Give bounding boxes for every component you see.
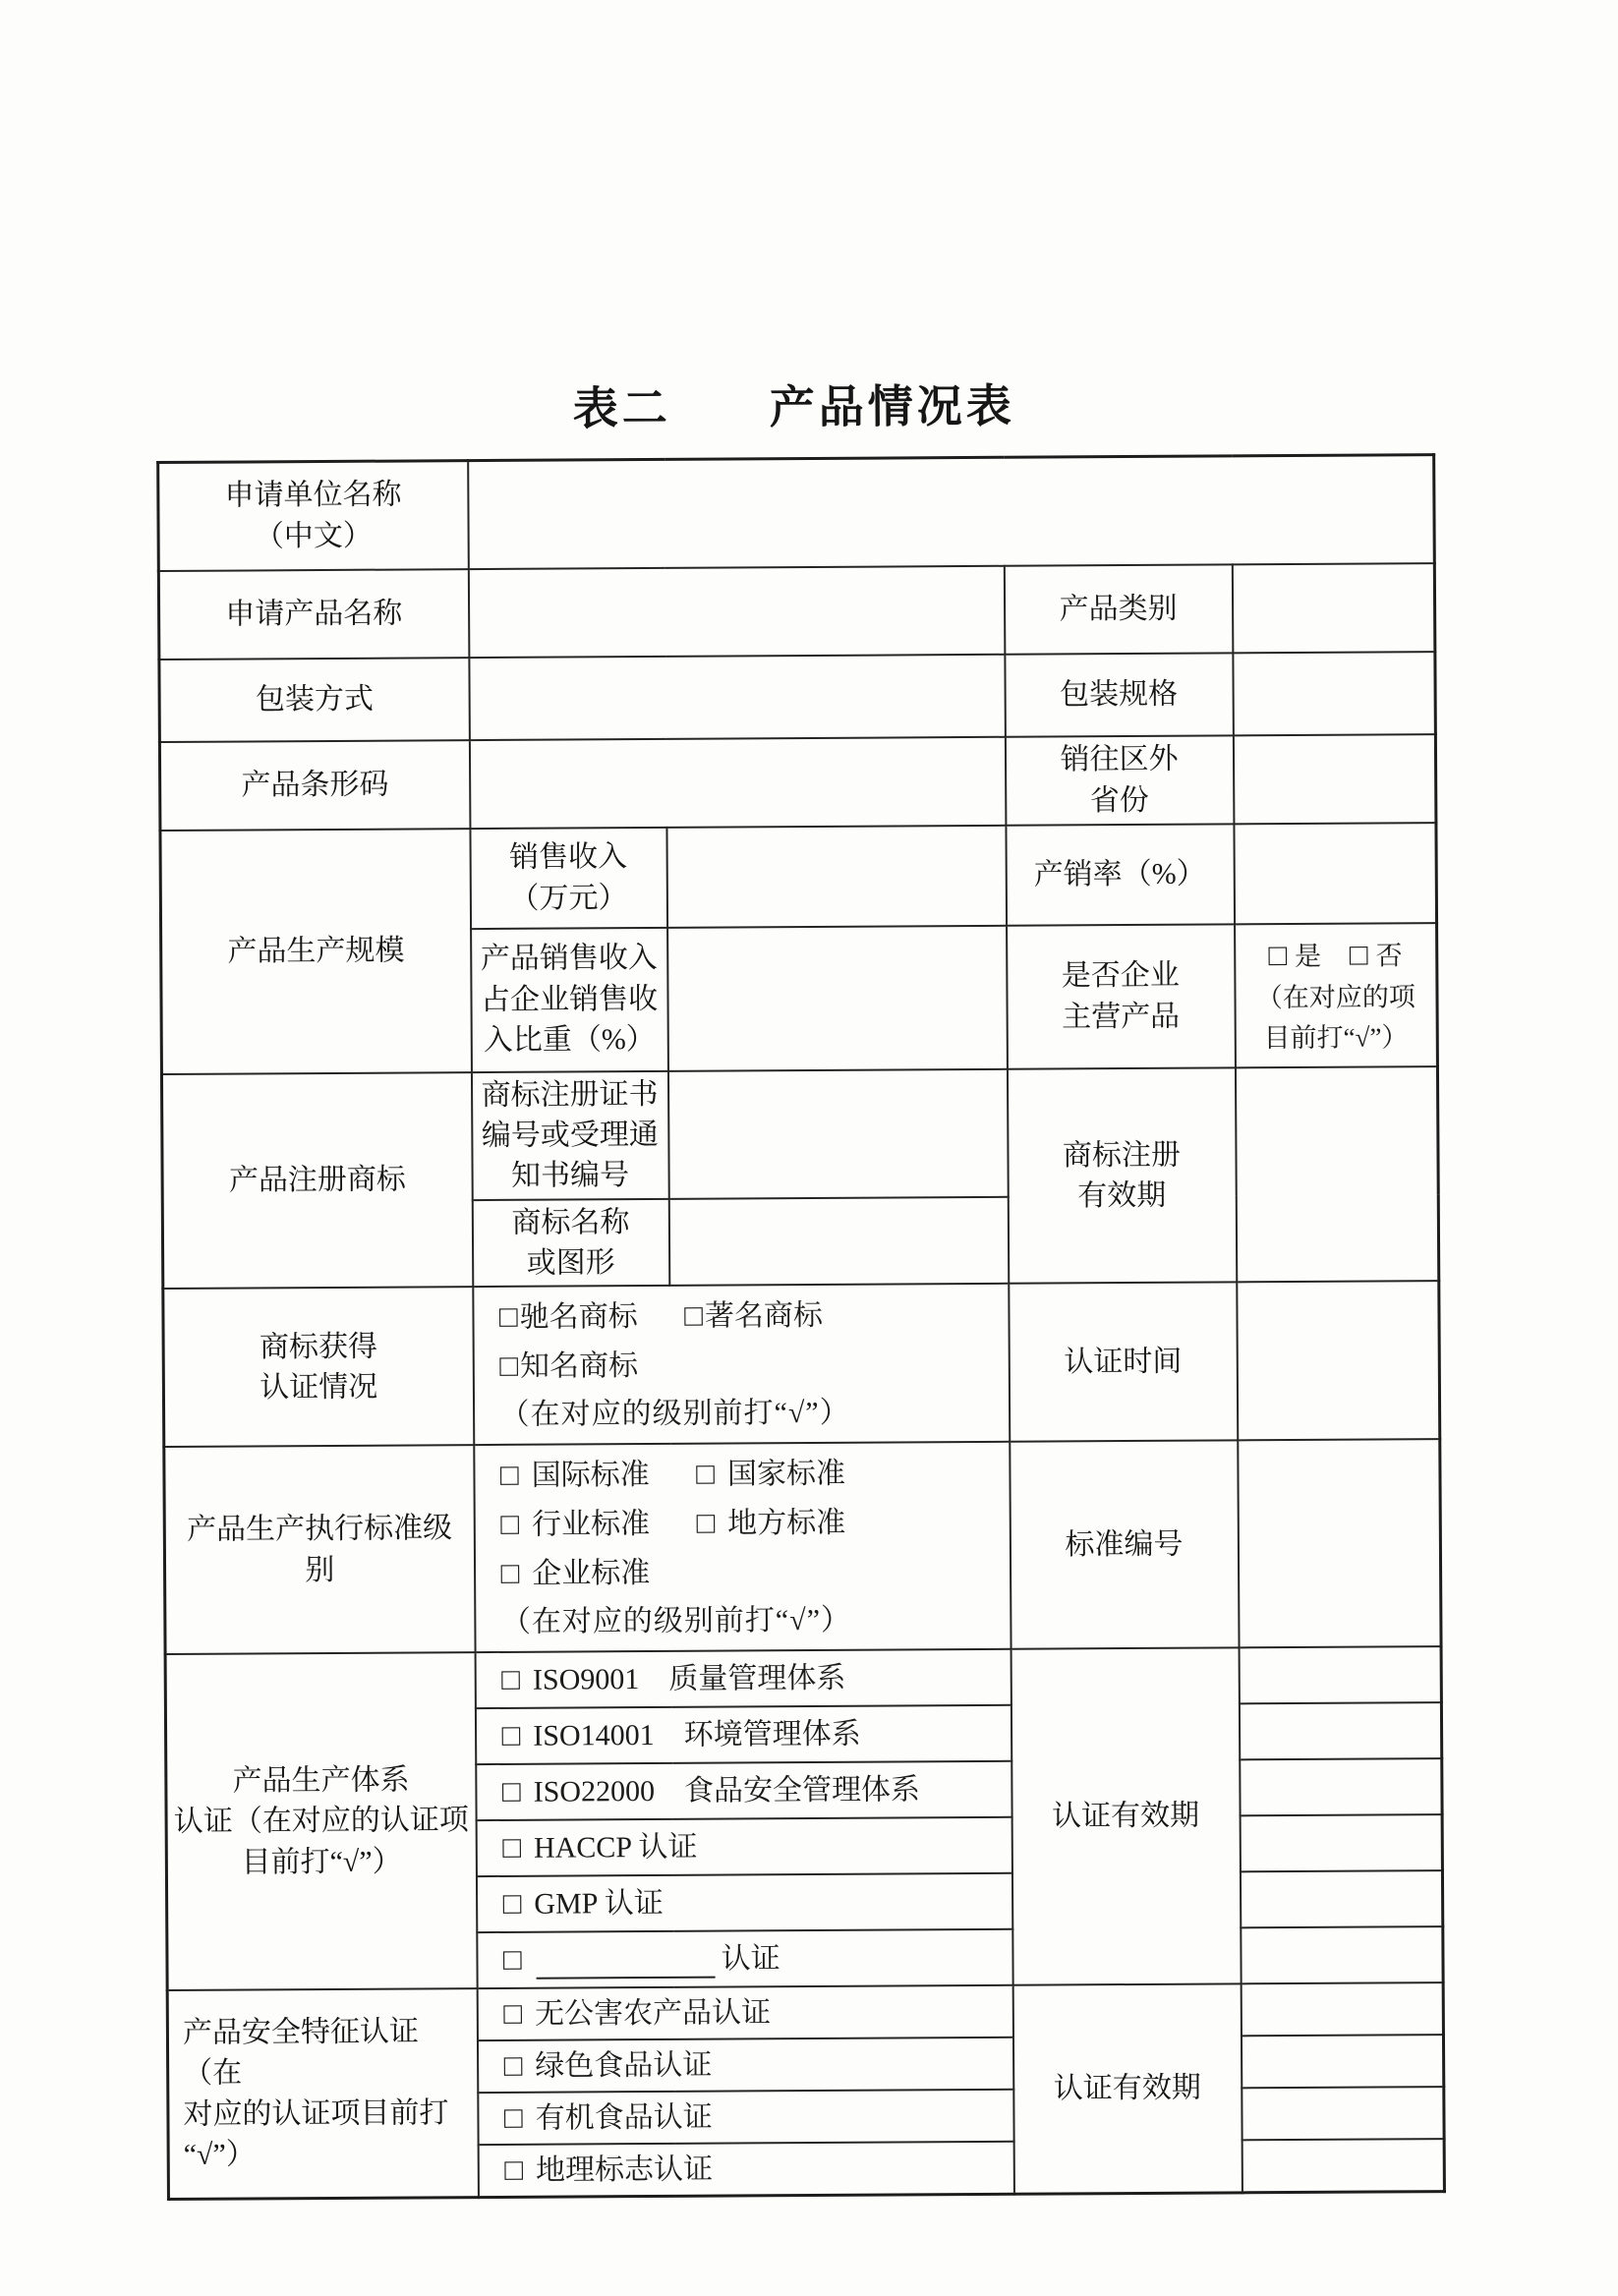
safety-cert-item-pollution-free[interactable] (477, 1985, 1012, 2040)
applicant-name-value[interactable] (468, 455, 1435, 569)
checkbox-icon[interactable]: □ (501, 1717, 521, 1753)
product-info-table (156, 453, 1446, 2200)
option-enterprise: 企业标准 (532, 1556, 651, 1590)
trademark-name-value[interactable] (668, 1196, 1009, 1286)
standard-option-row[interactable] (500, 1452, 1005, 1497)
page-title: 表二 产品情况表 (572, 379, 1015, 434)
system-cert-item-label: ISO9001 质量管理体系 (532, 1661, 846, 1696)
cert-time-value[interactable] (1237, 1282, 1440, 1441)
safety-cert-label: 产品安全特征认证（在 对应的认证项目前打 “√”） (167, 1988, 478, 2199)
main-product-note: （在对应的项 目前打“√”） (1255, 982, 1416, 1053)
system-cert-item-iso14001[interactable] (475, 1705, 1011, 1764)
trademark-cert-option-row[interactable] (499, 1343, 1004, 1388)
main-product-yes-no[interactable] (1240, 932, 1432, 979)
checkbox-icon[interactable]: □ (504, 2152, 524, 2187)
system-cert-item-gmp[interactable] (476, 1873, 1011, 1932)
safety-cert-item-label: 有机食品认证 (535, 2100, 713, 2135)
packaging-method-label: 包装方式 (159, 658, 470, 742)
system-cert-item-label: HACCP 认证 (533, 1830, 698, 1865)
product-name-value[interactable] (468, 565, 1005, 657)
standard-number-value[interactable] (1238, 1439, 1441, 1647)
option-industry: 行业标准 (531, 1508, 651, 1541)
system-cert-item-iso9001[interactable] (475, 1649, 1011, 1708)
standard-level-note: （在对应的级别前打“√”） (500, 1603, 852, 1638)
checkbox-icon[interactable]: □ (501, 1773, 521, 1809)
system-cert-validity-label: 认证有效期 (1011, 1647, 1241, 1984)
safety-cert-item-label: 无公害农产品认证 (534, 1996, 772, 2031)
product-name-label: 申请产品名称 (158, 569, 469, 660)
trademark-cert-no-value[interactable] (667, 1068, 1008, 1198)
system-cert-item-label: 认证 (721, 1942, 780, 1976)
safety-cert-item-label: 绿色食品认证 (535, 2048, 713, 2083)
safety-cert-validity-label: 认证有效期 (1012, 1983, 1242, 2193)
checkbox-icon[interactable]: □ (684, 1298, 704, 1334)
standard-level-options (474, 1442, 1011, 1652)
outside-provinces-value[interactable] (1233, 734, 1436, 824)
system-cert-validity-value[interactable] (1239, 1702, 1441, 1759)
system-cert-item-other[interactable] (477, 1929, 1012, 1988)
applicant-name-label: 申请单位名称 （中文） (158, 461, 469, 571)
outside-provinces-label: 销往区外 省份 (1005, 735, 1234, 825)
system-cert-validity-value[interactable] (1240, 1758, 1442, 1815)
safety-cert-validity-value[interactable] (1242, 2139, 1444, 2192)
safety-cert-item-geographic-indication[interactable] (478, 2142, 1013, 2197)
trademark-cert-label: 商标获得 认证情况 (163, 1288, 474, 1448)
option-renowned: 著名商标 (704, 1299, 824, 1334)
option-local: 地方标准 (727, 1506, 846, 1540)
checkbox-icon[interactable]: □ (502, 1829, 522, 1866)
checkbox-icon[interactable]: □ (499, 1458, 519, 1493)
system-cert-item-label: GMP 认证 (534, 1887, 664, 1921)
blank-underline[interactable] (537, 1943, 716, 1980)
safety-cert-validity-value[interactable] (1242, 2087, 1444, 2140)
sales-rate-value[interactable] (1234, 823, 1437, 924)
packaging-spec-value[interactable] (1233, 652, 1436, 735)
sales-rate-label: 产销率（%） (1006, 824, 1235, 925)
system-cert-validity-value[interactable] (1239, 1646, 1441, 1703)
revenue-share-label: 产品销售收入 占企业销售收 入比重（%） (471, 927, 668, 1071)
system-cert-item-label: ISO14001 环境管理体系 (533, 1717, 861, 1752)
checkbox-icon[interactable]: □ (1349, 937, 1368, 972)
trademark-cert-options (473, 1284, 1010, 1445)
checkbox-icon[interactable]: □ (503, 2047, 523, 2084)
checkbox-icon[interactable]: □ (696, 1456, 716, 1492)
option-national: 国家标准 (726, 1458, 846, 1491)
checkbox-icon[interactable]: □ (503, 1995, 523, 2032)
checkbox-icon[interactable]: □ (502, 1885, 522, 1922)
safety-cert-item-organic-food[interactable] (478, 2090, 1013, 2145)
trademark-label: 产品注册商标 (161, 1072, 472, 1290)
revenue-share-value[interactable] (667, 925, 1008, 1070)
option-famous: 驰名商标 (519, 1300, 638, 1335)
main-product-options[interactable] (1235, 923, 1438, 1067)
barcode-value[interactable] (469, 736, 1006, 828)
safety-cert-validity-value[interactable] (1241, 2035, 1443, 2088)
safety-cert-validity-value[interactable] (1241, 1982, 1443, 2036)
product-category-value[interactable] (1232, 563, 1435, 653)
standard-option-row[interactable] (500, 1501, 1005, 1546)
checkbox-icon[interactable]: □ (1268, 937, 1288, 972)
checkbox-icon[interactable]: □ (503, 2099, 523, 2136)
packaging-spec-label: 包装规格 (1005, 653, 1234, 736)
system-cert-validity-value[interactable] (1240, 1870, 1442, 1927)
standard-number-label: 标准编号 (1010, 1441, 1239, 1649)
safety-cert-item-label: 地理标志认证 (535, 2152, 714, 2187)
product-category-label: 产品类别 (1004, 564, 1233, 654)
trademark-cert-note: （在对应的级别前打“√”） (499, 1396, 850, 1431)
trademark-validity-value[interactable] (1235, 1066, 1438, 1283)
checkbox-icon[interactable]: □ (499, 1349, 519, 1384)
trademark-name-label: 商标名称 或图形 (472, 1199, 669, 1288)
checkbox-icon[interactable]: □ (500, 1506, 520, 1542)
system-cert-validity-value[interactable] (1241, 1926, 1443, 1983)
system-cert-item-label: ISO22000 食品安全管理体系 (533, 1773, 921, 1808)
standard-option-row[interactable] (500, 1550, 1005, 1595)
checkbox-icon[interactable]: □ (502, 1941, 522, 1978)
checkbox-icon[interactable]: □ (498, 1299, 518, 1335)
production-scale-label: 产品生产规模 (160, 829, 472, 1074)
safety-cert-item-green-food[interactable] (477, 2038, 1012, 2093)
main-product-yes-label: 是 (1295, 941, 1322, 971)
barcode-label: 产品条形码 (159, 740, 470, 831)
sales-revenue-label: 销售收入 （万元） (470, 827, 667, 928)
standard-level-label: 产品生产执行标准级 别 (164, 1445, 475, 1654)
trademark-validity-label: 商标注册 有效期 (1007, 1067, 1236, 1284)
system-cert-item-haccp[interactable] (476, 1817, 1011, 1876)
system-cert-item-iso22000[interactable] (476, 1761, 1011, 1820)
checkbox-icon[interactable]: □ (696, 1505, 716, 1540)
cert-time-label: 认证时间 (1009, 1283, 1238, 1442)
packaging-method-value[interactable] (469, 654, 1006, 739)
main-product-label: 是否企业 主营产品 (1007, 924, 1236, 1068)
option-international: 国际标准 (531, 1459, 650, 1493)
system-cert-label: 产品生产体系 认证（在对应的认证项 目前打“√”） (165, 1652, 477, 1990)
checkbox-icon[interactable]: □ (501, 1661, 521, 1697)
trademark-cert-no-label: 商标注册证书 编号或受理通 知书编号 (471, 1070, 668, 1199)
sales-revenue-value[interactable] (666, 825, 1007, 927)
checkbox-icon[interactable]: □ (500, 1555, 520, 1590)
option-wellknown: 知名商标 (519, 1349, 639, 1384)
main-product-no-label: 否 (1375, 941, 1403, 971)
system-cert-validity-value[interactable] (1240, 1814, 1442, 1871)
trademark-cert-option-row[interactable] (499, 1293, 1004, 1339)
